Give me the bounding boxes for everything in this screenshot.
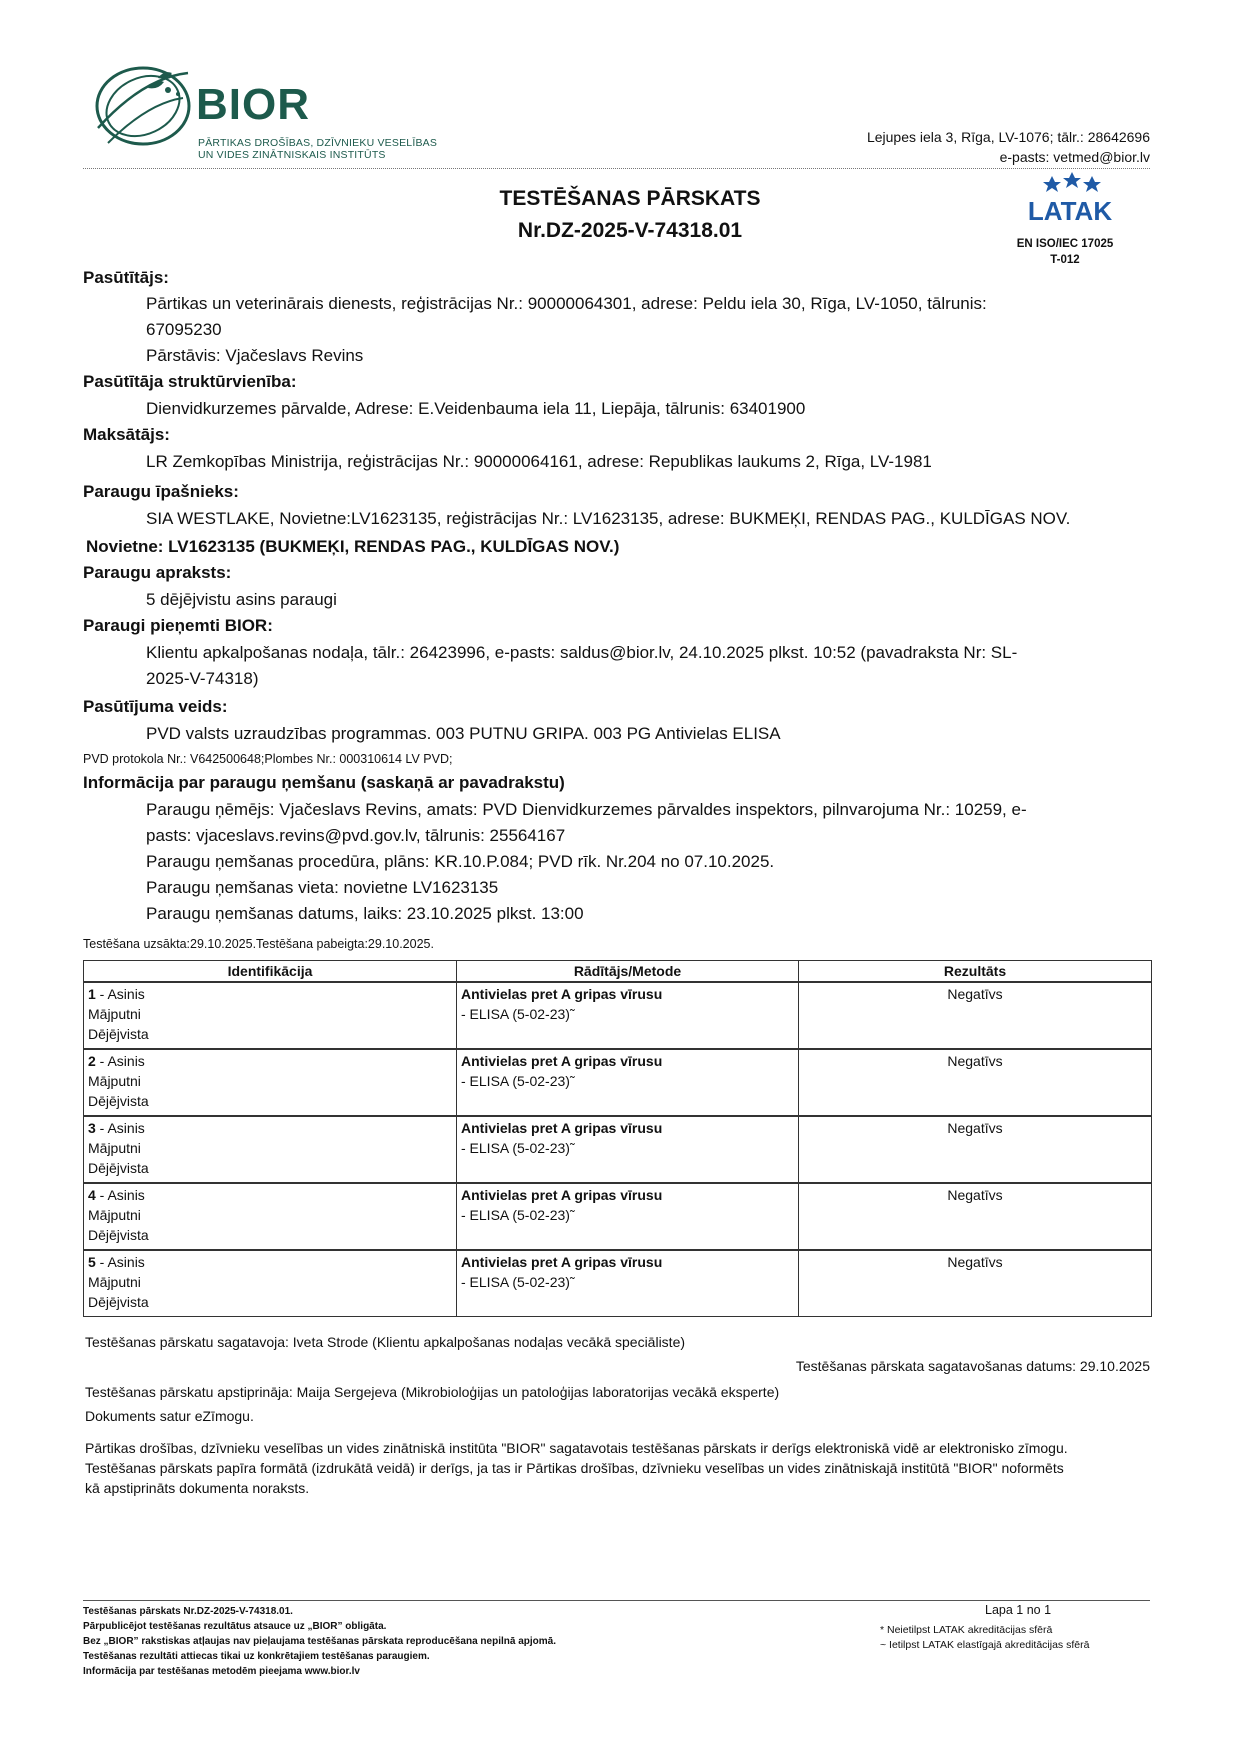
identification-cell xyxy=(84,982,457,1049)
brand-subtitle xyxy=(198,137,437,161)
iso-accreditation xyxy=(990,236,1140,268)
note-flexible-scope: ~ Ietilpst LATAK elastīgajā akreditācijas sfērā xyxy=(880,1639,1090,1651)
indicator-name: Antivielas pret A gripas vīrusu xyxy=(461,1120,663,1136)
indicator-cell xyxy=(457,982,799,1049)
sample-matrix: - Asinis xyxy=(95,1053,145,1069)
indicator-name: Antivielas pret A gripas vīrusu xyxy=(461,986,663,1002)
sampling-place: Paraugu ņemšanas vieta: novietne LV1623135 xyxy=(146,878,499,897)
indicator-name: Antivielas pret A gripas vīrusu xyxy=(461,1254,663,1270)
sampling-procedure: Paraugu ņemšanas procedūra, plāns: KR.10.P.084; PVD rīk. Nr.204 no 07.10.2025. xyxy=(146,852,775,871)
eseal-note: Dokuments satur eZīmogu. xyxy=(85,1408,254,1424)
result-cell: Negatīvs xyxy=(799,982,1152,1049)
sample-owner-value: SIA WESTLAKE, Novietne:LV1623135, reģistrācijas Nr.: LV1623135, adrese: BUKMEĶI, RENDAS PAG., KULDĪGAS NOV. xyxy=(146,509,1071,528)
sample-type: Dējējvista xyxy=(88,1294,149,1310)
identification-cell xyxy=(84,1183,457,1250)
table-row xyxy=(84,982,1152,1049)
sample-description-value: 5 dējējvistu asins paraugi xyxy=(146,590,337,609)
holding-line: Novietne: LV1623135 (BUKMEĶI, RENDAS PAG., KULDĪGAS NOV.) xyxy=(86,537,620,556)
customer-line1: Pārtikas un veterinārais dienests, reģistrācijas Nr.: 90000064301, adrese: Peldu iela 30, Rīga, LV-1050, tālrunis: xyxy=(146,294,987,313)
iso-standard: EN ISO/IEC 17025 xyxy=(1016,238,1114,250)
identification-cell xyxy=(84,1116,457,1183)
structural-unit-value: Dienvidkurzemes pārvalde, Adrese: E.Veidenbauma iela 11, Liepāja, tālrunis: 63401900 xyxy=(146,399,806,418)
table-header-row xyxy=(84,961,1152,983)
result-cell: Negatīvs xyxy=(799,1116,1152,1183)
result-cell: Negatīvs xyxy=(799,1049,1152,1116)
footer-reference-note: Pārpublicējot testēšanas rezultātus atsauce uz „BIOR” obligāta. xyxy=(83,1621,387,1632)
indicator-cell xyxy=(457,1116,799,1183)
footer-divider xyxy=(83,1600,1150,1601)
sample-number: 3 xyxy=(88,1120,96,1136)
samples-received-line2: 2025-V-74318) xyxy=(146,669,259,688)
indicator-cell xyxy=(457,1049,799,1116)
report-number: Nr.DZ-2025-V-74318.01 xyxy=(517,219,743,242)
method-name: - ELISA (5-02-23)˜ xyxy=(461,1274,575,1290)
method-name: - ELISA (5-02-23)˜ xyxy=(461,1207,575,1223)
sample-matrix: - Asinis xyxy=(95,1187,145,1203)
method-name: - ELISA (5-02-23)˜ xyxy=(461,1073,575,1089)
footer-methods-note: Informācija par testēšanas metodēm pieejama www.bior.lv xyxy=(83,1666,360,1677)
note-not-accredited: * Neietilpst LATAK akreditācijas sfērā xyxy=(880,1624,1053,1636)
disclaimer-line1: Pārtikas drošības, dzīvnieku veselības un vides zinātniskā institūta "BIOR" sagatavotais testēšanas pārskats ir derīgs elektroniskā vidē ar elektronisko zīmogu. xyxy=(85,1440,1068,1456)
sample-category: Mājputni xyxy=(88,1140,141,1156)
structural-unit-label: Pasūtītāja struktūrvienība: xyxy=(83,372,297,391)
accreditation-notes xyxy=(880,1623,1089,1653)
sampler-line1: Paraugu ņēmējs: Vjačeslavs Revins, amats: PVD Dienvidkurzemes pārvaldes inspektors, pilnvarojuma Nr.: 10259, e- xyxy=(146,800,1027,819)
samples-received-label: Paraugi pieņemti BIOR: xyxy=(83,616,273,635)
sample-matrix: - Asinis xyxy=(95,1120,145,1136)
table-row xyxy=(84,1183,1152,1250)
sample-type: Dējējvista xyxy=(88,1026,149,1042)
latak-text: LATAK xyxy=(1027,196,1113,226)
brand-subtitle-line2: UN VIDES ZINĀTNISKAIS INSTITŪTS xyxy=(198,149,386,161)
sample-matrix: - Asinis xyxy=(95,1254,145,1270)
indicator-name: Antivielas pret A gripas vīrusu xyxy=(461,1187,663,1203)
method-name: - ELISA (5-02-23)˜ xyxy=(461,1140,575,1156)
report-title-block xyxy=(380,183,880,247)
header-identification: Identifikācija xyxy=(84,961,457,983)
prepared-by: Testēšanas pārskatu sagatavoja: Iveta Strode (Klientu apkalpošanas nodaļas vecākā speciāliste) xyxy=(85,1334,686,1350)
disclaimer-line3: kā apstiprināts dokumenta noraksts. xyxy=(85,1480,310,1496)
sample-type: Dējējvista xyxy=(88,1093,149,1109)
customer-representative: Pārstāvis: Vjačeslavs Revins xyxy=(146,346,364,365)
identification-cell xyxy=(84,1049,457,1116)
sample-owner-label: Paraugu īpašnieks: xyxy=(83,482,239,501)
validity-disclaimer xyxy=(85,1438,1155,1498)
sample-matrix: - Asinis xyxy=(95,986,145,1002)
protocol-line: PVD protokola Nr.: V642500648;Plombes Nr.: 000310614 LV PVD; xyxy=(83,752,453,766)
sampling-info-label: Informācija par paraugu ņemšanu (saskaņā ar pavadrakstu) xyxy=(83,773,565,792)
sampling-datetime: Paraugu ņemšanas datums, laiks: 23.10.2025 plkst. 13:00 xyxy=(146,904,584,923)
sample-number: 1 xyxy=(88,986,96,1002)
order-type-label: Pasūtījuma veids: xyxy=(83,697,228,716)
footer-legal xyxy=(83,1604,556,1679)
sample-type: Dējējvista xyxy=(88,1160,149,1176)
sample-description-label: Paraugu apraksts: xyxy=(83,563,232,582)
sample-number: 2 xyxy=(88,1053,96,1069)
approved-by: Testēšanas pārskatu apstiprināja: Maija Sergejeva (Mikrobioloģijas un patoloģijas laboratorijas vecākā eksperte) xyxy=(85,1384,780,1400)
email-line: e-pasts: vetmed@bior.lv xyxy=(999,149,1150,165)
identification-cell xyxy=(84,1250,457,1317)
institute-address xyxy=(867,127,1150,167)
table-row xyxy=(84,1116,1152,1183)
brand-name: BIOR xyxy=(196,80,310,129)
sample-category: Mājputni xyxy=(88,1207,141,1223)
report-title: TESTĒŠANAS PĀRSKATS xyxy=(499,187,761,210)
table-row xyxy=(84,1250,1152,1317)
disclaimer-line2: Testēšanas pārskats papīra formātā (izdrukātā veidā) ir derīgs, ja tas ir Pārtikas drošības, dzīvnieku veselības un vides zinātniskajā institūtā "BIOR" noformēts xyxy=(85,1460,1064,1476)
footer-report-number: Testēšanas pārskats Nr.DZ-2025-V-74318.01. xyxy=(83,1606,293,1617)
sample-number: 5 xyxy=(88,1254,96,1270)
prepared-date: Testēšanas pārskata sagatavošanas datums: 29.10.2025 xyxy=(795,1358,1150,1374)
brand-subtitle-line1: PĀRTIKAS DROŠĪBAS, DZĪVNIEKU VESELĪBAS xyxy=(198,137,438,149)
sample-category: Mājputni xyxy=(88,1073,141,1089)
header-indicator-method: Rādītājs/Metode xyxy=(457,961,799,983)
accreditation-code: T-012 xyxy=(1050,254,1080,266)
sample-number: 4 xyxy=(88,1187,96,1203)
footer-reproduction-note: Bez „BIOR” rakstiskas atļaujas nav pieļaujama testēšanas pārskata reproducēšana nepilnā apjomā. xyxy=(83,1636,556,1647)
indicator-name: Antivielas pret A gripas vīrusu xyxy=(461,1053,663,1069)
samples-received-line1: Klientu apkalpošanas nodaļa, tālr.: 26423996, e-pasts: saldus@bior.lv, 24.10.2025 plkst. 10:52 (pavadraksta Nr: SL- xyxy=(146,643,1018,662)
sampler-line2: pasts: vjaceslavs.revins@pvd.gov.lv, tālrunis: 25564167 xyxy=(146,826,566,845)
header-result: Rezultāts xyxy=(799,961,1152,983)
sample-category: Mājputni xyxy=(88,1006,141,1022)
result-cell: Negatīvs xyxy=(799,1183,1152,1250)
testing-dates: Testēšana uzsākta:29.10.2025.Testēšana pabeigta:29.10.2025. xyxy=(83,937,434,951)
latak-accreditation-logo xyxy=(1010,170,1130,230)
customer-line2: 67095230 xyxy=(146,320,222,339)
footer-scope-note: Testēšanas rezultāti attiecas tikai uz konkrētajiem testēšanas paraugiem. xyxy=(83,1651,430,1662)
sample-type: Dējējvista xyxy=(88,1227,149,1243)
header-divider xyxy=(83,168,1150,169)
order-type-value: PVD valsts uzraudzības programmas. 003 PUTNU GRIPA. 003 PG Antivielas ELISA xyxy=(146,724,781,743)
page-number: Lapa 1 no 1 xyxy=(985,1603,1052,1617)
address-line: Lejupes iela 3, Rīga, LV-1076; tālr.: 28642696 xyxy=(866,129,1150,145)
sample-category: Mājputni xyxy=(88,1274,141,1290)
method-name: - ELISA (5-02-23)˜ xyxy=(461,1006,575,1022)
payer-label: Maksātājs: xyxy=(83,425,170,444)
table-row xyxy=(84,1049,1152,1116)
indicator-cell xyxy=(457,1183,799,1250)
result-cell: Negatīvs xyxy=(799,1250,1152,1317)
results-table xyxy=(83,960,1152,1317)
customer-label: Pasūtītājs: xyxy=(83,268,169,287)
indicator-cell xyxy=(457,1250,799,1317)
payer-value: LR Zemkopības Ministrija, reģistrācijas Nr.: 90000064161, adrese: Republikas laukums 2, Rīga, LV-1981 xyxy=(146,452,932,471)
